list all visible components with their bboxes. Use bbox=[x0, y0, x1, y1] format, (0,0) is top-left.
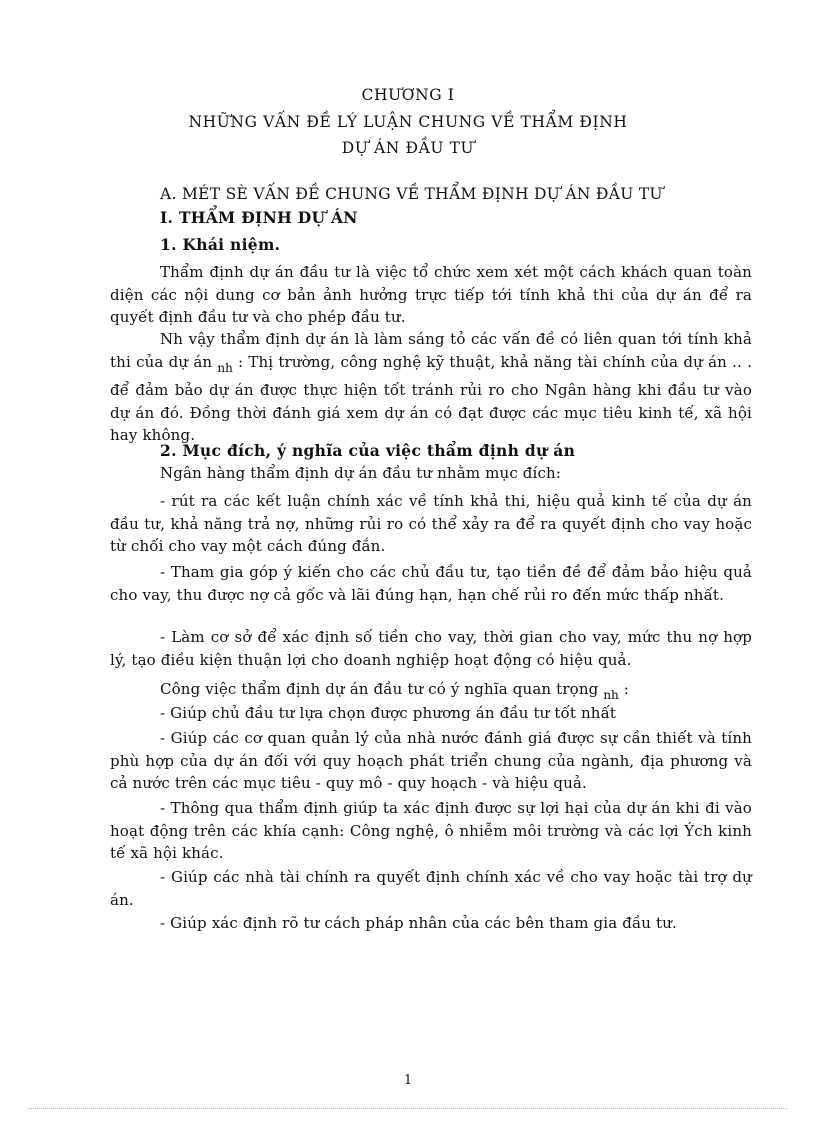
paragraph-purpose-1: - rút ra các kết luận chính xác về tính khả thi, hiệu quả kinh tế của dự án đầu tư, khả năng trả nợ, những rủi ro có thể xảy ra để ra quyết định cho vay hoặc từ chối cho vay một cách đúng đắn. bbox=[110, 492, 752, 555]
paragraph-purpose-2: - Tham gia góp ý kiến cho các chủ đầu tư, tạo tiền đề để đảm bảo hiệu quả cho vay, thu được nợ cả gốc và lãi đúng hạn, hạn chế rủi ro đến mức thấp nhất. bbox=[110, 563, 752, 604]
text-fragment: Công việc thẩm định dự án đầu tư có ý nghĩa quan trọng bbox=[160, 680, 604, 698]
text-fragment: nh bbox=[217, 360, 233, 375]
chapter-label: CHƯƠNG I bbox=[361, 86, 455, 104]
paragraph-meaning-5: - Giúp xác định rõ tư cách pháp nhân của các bên tham gia đầu tư. bbox=[160, 914, 677, 932]
page-number: 1 bbox=[403, 1073, 413, 1088]
chapter-title-line1: NHỮNG VẤN ĐỀ LÝ LUẬN CHUNG VỀ THẨM ĐỊNH bbox=[188, 113, 628, 131]
paragraph-purpose-intro: Ngân hàng thẩm định dự án đầu tư nhằm mục đích: bbox=[160, 464, 562, 482]
paragraph-meaning-3: - Thông qua thẩm định giúp ta xác định được sự lợi hại của dự án khi đi vào hoạt động trên các khía cạnh: Công nghệ, ô nhiễm môi trường và các lợi Ých kinh tế xã hội khác. bbox=[110, 799, 752, 862]
paragraph-meaning-4: - Giúp các nhà tài chính ra quyết định chính xác về cho vay hoặc tài trợ dự án. bbox=[110, 868, 752, 909]
text-fragment: nh bbox=[603, 688, 619, 702]
page-bottom-rule bbox=[28, 1108, 788, 1109]
paragraph-meaning-1: - Giúp chủ đầu tư lựa chọn được phương án đầu tư tốt nhất bbox=[160, 704, 617, 722]
subsection-2-heading: 2. Mục đích, ý nghĩa của việc thẩm định dự án bbox=[160, 441, 576, 460]
subsection-1-heading: 1. Khái niệm. bbox=[160, 235, 281, 254]
text-fragment: : Thị trường, công nghệ kỹ thuật, khả năng tài chính của dự án .. . để đảm bảo dự án được thực hiện tốt tránh rủi ro cho Ngân hàng khi đầu tư vào dự án đó. Đồng thời đánh giá xem dự án có đạt được các mục tiêu kinh tế, xã hội hay không. bbox=[110, 352, 753, 444]
text-fragment: Nh bbox=[160, 330, 184, 348]
paragraph-definition: Thẩm định dự án đầu tư là việc tổ chức xem xét một cách khách quan toàn diện các nội dung cơ bản ảnh hưởng trực tiếp tới tính khả thi của dự án để ra quyết định đầu tư và cho phép đầu tư. bbox=[110, 263, 752, 326]
paragraph-clarify bbox=[110, 328, 752, 447]
section-1-heading: I. THẨM ĐỊNH DỰ ÁN bbox=[160, 208, 358, 227]
text-fragment: : bbox=[618, 680, 629, 698]
text-fragment: vậy thẩm định dự án là làm sáng tỏ các vấn đề có liên quan tới tính khả thi của dự án bbox=[110, 330, 752, 371]
paragraph-meaning-2: - Giúp các cơ quan quản lý của nhà nước đánh giá được sự cần thiết và tính phù hợp của dự án đối với quy hoạch phát triển chung của ngành, địa phương và cả nước trên các mục tiêu - quy mô - quy hoạch - và hiệu quả. bbox=[110, 729, 752, 792]
part-a-heading: A. MÉT SÈ VẤN ĐỀ CHUNG VỀ THẨM ĐỊNH DỰ ÁN ĐẦU TƯ bbox=[160, 185, 663, 203]
chapter-title-line2: DỰ ÁN ĐẦU TƯ bbox=[341, 139, 475, 157]
paragraph-purpose-3: - Làm cơ sở để xác định số tiền cho vay, thời gian cho vay, mức thu nợ hợp lý, tạo điều kiện thuận lợi cho doanh nghiệp hoạt động có hiệu quả. bbox=[110, 628, 752, 669]
